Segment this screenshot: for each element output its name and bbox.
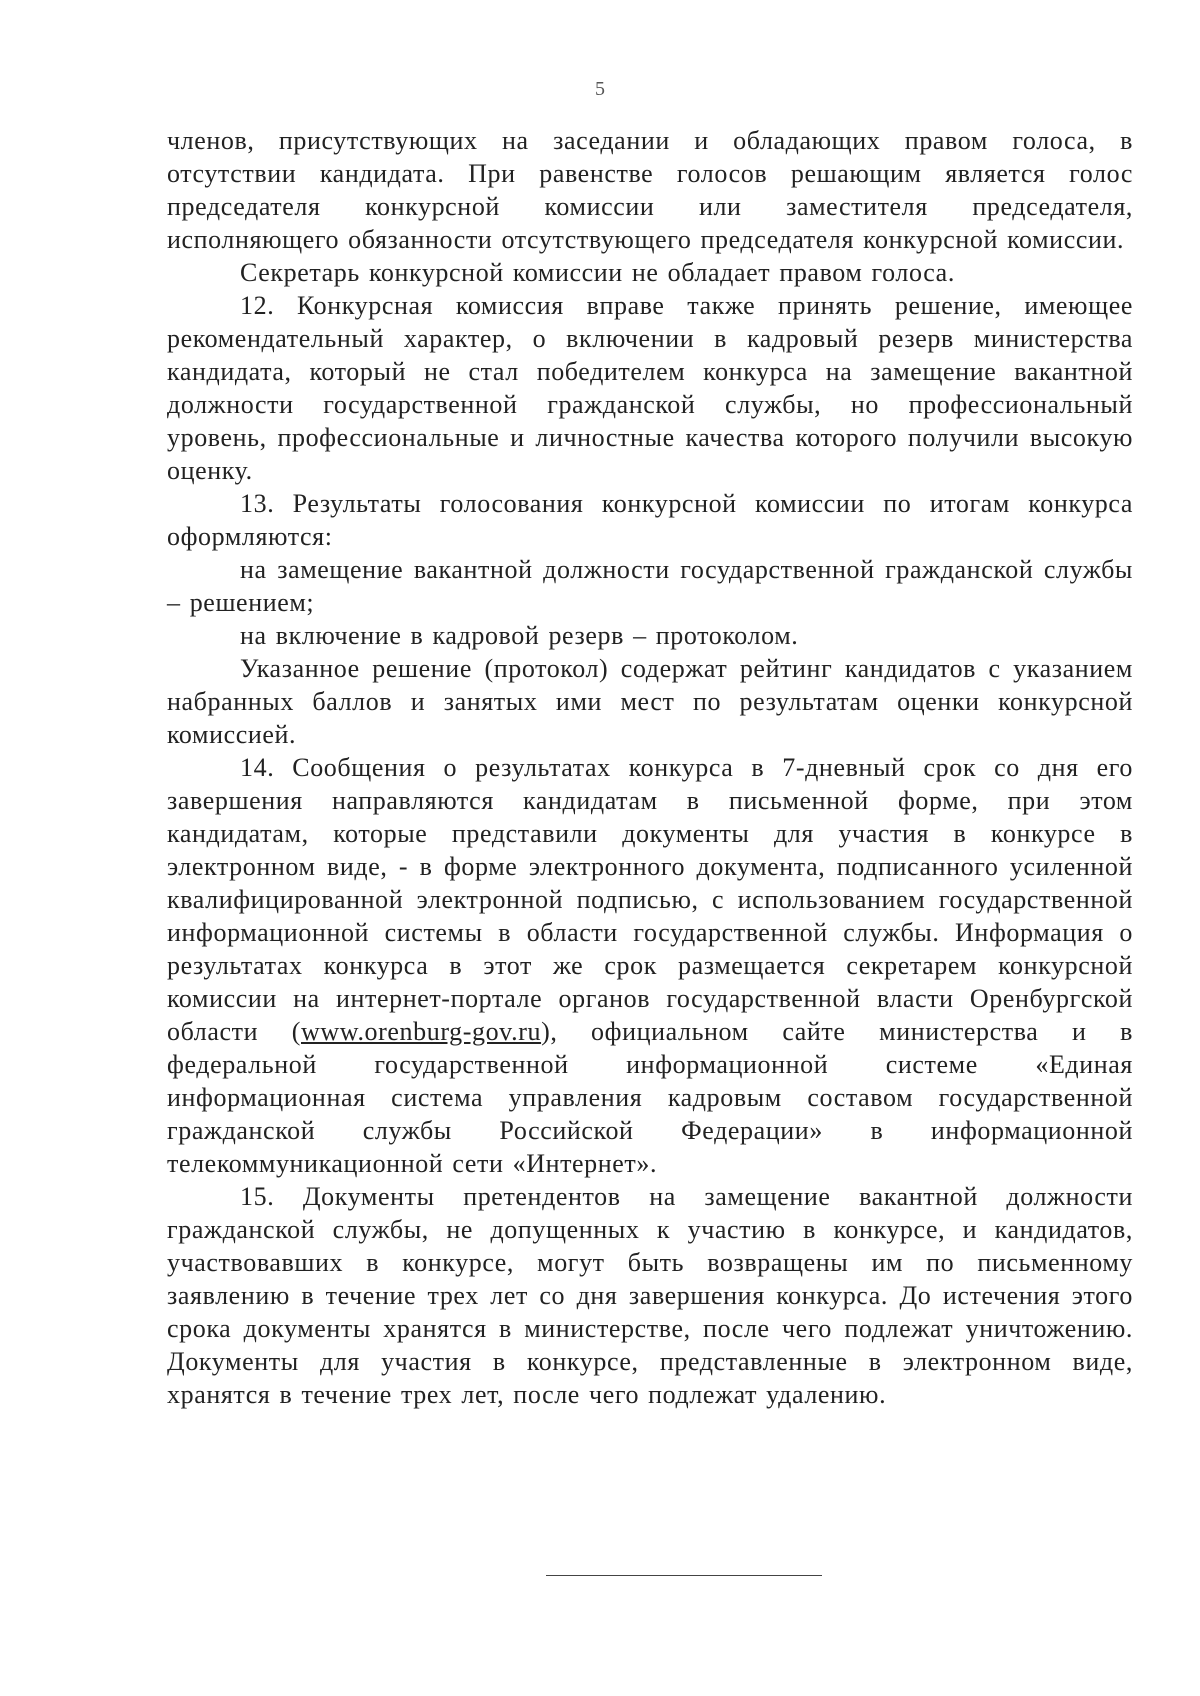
paragraph-14-text-after-link: ), официальном сайте министерства и в федеральной государственной информационной системе «Единая информационная система управления кадровым составом государственной гражданской службы Российской Федерации» в информационной телекоммуникационной сети «Интернет».	[167, 1017, 1133, 1178]
paragraph-13-item-decision: на замещение вакантной должности государственной гражданской службы – решением;	[167, 555, 1133, 617]
paragraph-14	[167, 751, 1133, 1180]
paragraph-continuation: членов, присутствующих на заседании и обладающих правом голоса, в отсутствии кандидата. При равенстве голосов решающим является голос председателя конкурсной комиссии или заместителя председателя, исполняющего обязанности отсутствующего председателя конкурсной комиссии.	[167, 126, 1133, 254]
paragraph-15: 15. Документы претендентов на замещение вакантной должности гражданской службы, не допущенных к участию в конкурсе, и кандидатов, участвовавших в конкурсе, могут быть возвращены им по письменному заявлению в течение трех лет со дня завершения конкурса. До истечения этого срока документы хранятся в министерстве, после чего подлежат уничтожению. Документы для участия в конкурсе, представленные в электронном виде, хранятся в течение трех лет, после чего подлежат удалению.	[167, 1182, 1133, 1409]
paragraph-12: 12. Конкурсная комиссия вправе также принять решение, имеющее рекомендательный характер, о включении в кадровый резерв министерства кандидата, который не стал победителем конкурса на замещение вакантной должности государственной гражданской службы, но профессиональный уровень, профессиональные и личностные качества которого получили высокую оценку.	[167, 291, 1133, 485]
orenburg-gov-link[interactable]: www.orenburg-gov.ru	[301, 1017, 542, 1046]
paragraph-13: 13. Результаты голосования конкурсной комиссии по итогам конкурса оформляются:	[167, 489, 1133, 551]
paragraph-14-text: 14. Сообщения о результатах конкурса в 7-дневный срок со дня его завершения направляются кандидатам в письменной форме, при этом кандидатам, которые представили документы для участия в конкурсе в электронном виде, - в форме электронного документа, подписанного усиленной квалифицированной электронной подписью, с использованием государственной информационной системы в области государственной службы. Информация о результатах конкурса в этот же срок размещается секретарем конкурсной комиссии на интернет-портале органов государственной власти Оренбургской области (	[167, 753, 1133, 1046]
paragraph-13-item-protocol: на включение в кадровой резерв – протоколом.	[240, 621, 799, 650]
page-number: 5	[595, 78, 605, 100]
paragraph-rating: Указанное решение (протокол) содержат рейтинг кандидатов с указанием набранных баллов и занятых ими мест по результатам оценки конкурсной комиссией.	[167, 654, 1133, 749]
document-body	[167, 124, 1133, 1411]
end-of-document-rule	[546, 1575, 822, 1576]
paragraph-secretary: Секретарь конкурсной комиссии не обладает правом голоса.	[240, 258, 955, 287]
